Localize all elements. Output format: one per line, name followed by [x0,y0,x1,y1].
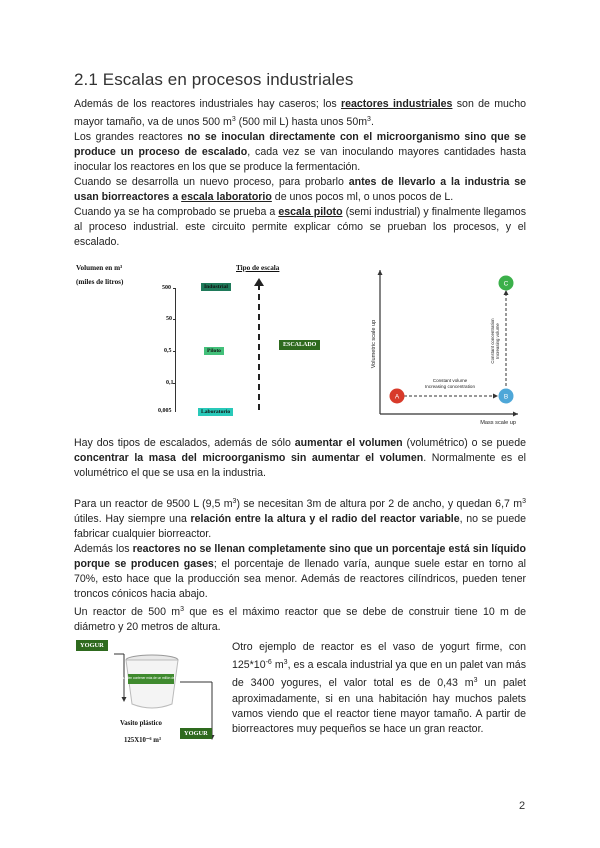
emphasis: relación entre la altura y el radio del reactor variable [190,513,460,525]
text: , no se puede fabricar cualquier biorreactor. [74,513,526,540]
tick [173,351,176,352]
tick [173,319,176,320]
text: un palet aproximadamente, si en una habitación hay muchos palets vamos viendo que el reactor tiene mayor tamaño. A partir de biorreactores muy pequeños se hace un gran reactor. [232,677,526,736]
paragraph-8 [74,602,526,635]
industrial-label: Industrial [201,283,231,291]
caption-2: 125X10⁻⁶ m³ [124,737,161,744]
text: Para un reactor de 9500 L (9,5 m [74,498,233,510]
tick [173,288,176,289]
superscript: 3 [522,498,526,505]
escalado-label: ESCALADO [279,340,320,350]
section-title: 2.1 Escalas en procesos industriales [74,70,354,89]
term-industrial-reactors: reactores industriales [340,98,453,110]
lab-label: Laboratorio [198,408,233,416]
superscript: 3 [473,677,478,685]
text: Cuando ya se ha comprobado se prueba a [74,206,279,218]
x-axis-label: Mass scale up [480,420,516,426]
superscript: 3 [367,116,371,123]
tick-label: 50 [166,316,172,322]
tick-label: 0,005 [158,408,172,414]
text: (semi industrial) y finalmente llegamos al proceso industrial. este circuito permite explicar cómo se prueban los procesos, y el escalado. [74,206,526,248]
volume-title: Volumen en m³ [76,264,123,272]
text: Además de los reactores industriales hay caseros; los [74,98,341,110]
paragraph-2 [74,130,526,175]
superscript: 3 [231,116,236,123]
tick-label: 0,5 [164,348,172,354]
h-label-2: Increasing concentration [424,384,476,389]
paragraph-4 [74,205,526,250]
yogurt-figure [76,640,226,744]
superscript: 3 [283,659,288,667]
caption-1: Vasito plástico [120,720,162,727]
arrow-right-icon [493,394,498,399]
text: Además los [74,543,133,555]
emphasis: antes de llevarlo a la industria se usan biorreactores a [74,176,527,203]
text: (volumétrico) o se puede [402,437,526,449]
superscript: 3 [232,498,237,505]
node-a-label: A [394,393,400,401]
text: . Normalmente es el volumétrico el que se usa en la industria. [74,452,526,479]
yogurt-tag-top: YOGUR [76,640,108,651]
emphasis: reactores no se llenan completamente sino que un porcentaje está sin líquido porque se producen gases [74,543,526,570]
text: útiles. Hay siempre una [74,513,191,525]
x-axis-arrow-icon [513,412,518,417]
yogurt-tag-bottom: YOGUR [180,728,212,739]
paragraph-7 [74,542,526,602]
term-lab-scale: escala laboratorio [181,191,272,203]
reactor-text [74,494,526,635]
node-b-label: B [503,393,509,401]
emphasis: aumentar el volumen [294,437,403,449]
text: . [370,116,374,128]
text: que es el máximo reactor que se debe de construir tiene 10 m de diámetro y 20 metros de altura. [74,606,526,633]
text: ) se necesitan 3m de altura por 2 de ancho, y quedan 6,7 m [236,498,523,510]
tick-label: 0,1 [166,380,174,386]
intro-text [74,97,526,250]
middle-text [74,436,526,481]
text: Cuando se desarrolla un nuevo proceso, para probarlo [74,176,349,188]
v-label-1: Constant concentration [490,318,495,364]
text: Los grandes reactores [74,131,188,143]
tick [173,383,176,384]
text: (500 mil L) hasta unos 50m [235,116,368,128]
superscript: -6 [265,659,272,667]
paragraph-6 [74,494,526,542]
scale-type-figure [76,262,336,422]
text: de unos pocos ml, o unos pocos de L. [271,191,454,203]
scale-type-title: Tipo de escala [236,264,280,272]
page-number: 2 [519,800,526,812]
scale-up-diagram [366,266,526,428]
pilot-label: Piloto [204,347,224,355]
tick-label: 500 [162,285,171,291]
yogurt-text [232,640,526,737]
paragraph-1 [74,97,526,130]
y-axis-arrow-icon [378,270,383,275]
y-axis-label: Volumetric scale up [371,319,377,369]
v-label-2: Increasing volume [495,323,500,359]
text: Un reactor de 500 m [74,606,181,618]
text: Hay dos tipos de escalados, además de sólo [74,437,295,449]
cup-text: 125X10⁻⁶ m³ pueden contener más de un millón de microorganismos [102,676,200,680]
paragraph-5 [74,436,526,481]
emphasis: concentrar la masa del microorganismo sin aumentar el volumen [74,452,424,464]
text: Otro ejemplo de reactor es el vaso de yogurt firme, con 125*10 [232,641,526,672]
node-c-label: C [503,280,509,288]
superscript: 3 [180,606,185,613]
text: son de mucho mayor tamaño, va de unos 500 m [74,98,527,128]
text: ; el porcentaje de llenado varía, aunque suele estar en torno al 70%, esto hace que la producción sea menor. Además de reactores cilíndricos, pueden tener troncos cónicos hacia abajo. [74,558,527,600]
scale-axis [175,288,176,412]
text: , es a escala industrial ya que en un palet van más de 3400 yogures, el valor total es de 0,43 m [232,659,526,690]
emphasis: no se inoculan directamente con el microorganismo sino que se produce un proceso de escalado [74,131,526,158]
text: m [271,659,284,672]
term-pilot-scale: escala piloto [278,206,343,218]
arrow-up-icon [504,290,509,295]
volume-subtitle: (miles de litros) [76,278,124,286]
dashed-line [258,284,260,410]
h-label-1: Constant volume [432,378,468,383]
text: , cada vez se van inoculando mayores cantidades hasta inocular los reactores en los que se produce la fermentación. [74,146,526,173]
paragraph-3 [74,175,526,205]
